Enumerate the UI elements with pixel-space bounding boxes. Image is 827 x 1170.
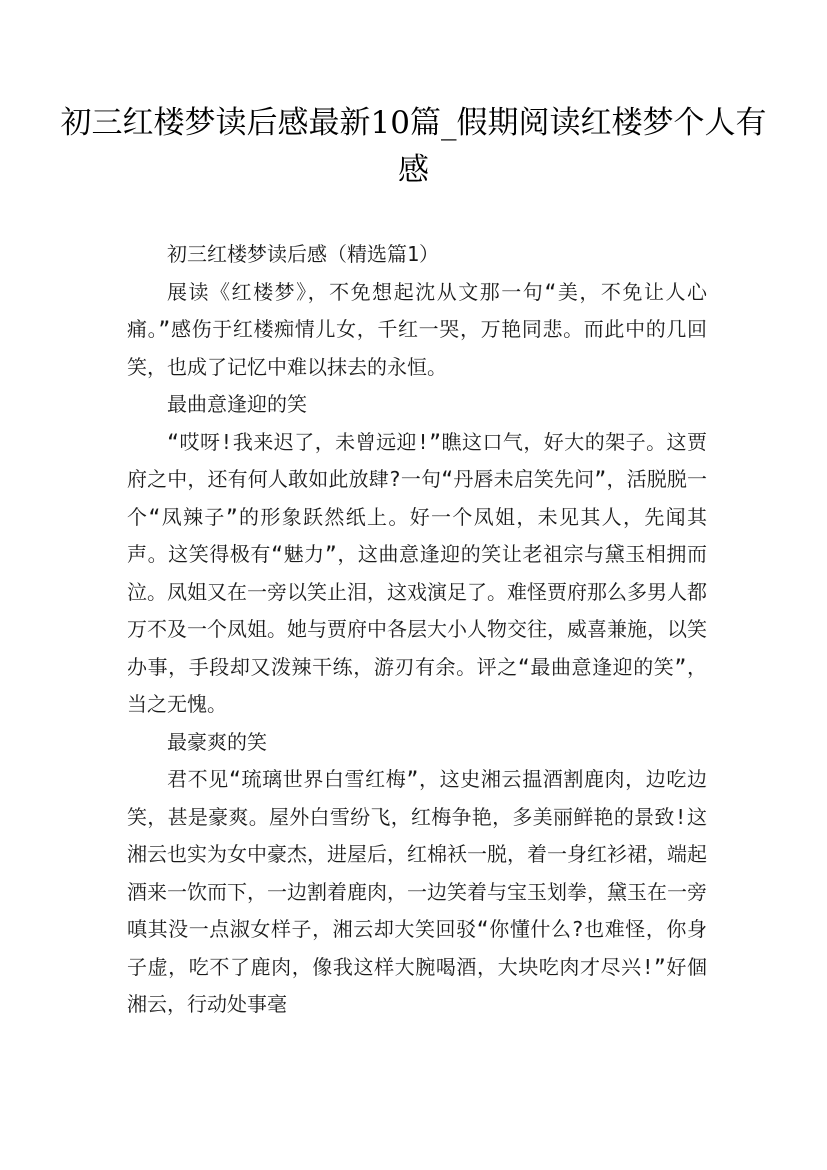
section-heading-1: 初三红楼梦读后感（精选篇1） bbox=[167, 242, 440, 266]
paragraph-1: 展读《红楼梦》，不免想起沈从文那一句“美，不免让人心痛。”感伤于红楼痴情儿女，千红一哭，万艳同悲。而此中的几回笑，也成了记忆中难以抹去的永恒。 bbox=[127, 279, 707, 379]
paragraph-2: “哎呀!我来迟了，未曾远迎!”瞧这口气，好大的架子。这贾府之中，还有何人敢如此放肆?一句“丹唇未启笑先问”，活脱脱一个“凤辣子”的形象跃然纸上。好一个凤姐，未见其人，先闻其声。这笑得极有“魅力”，这曲意逢迎的笑让老祖宗与黛玉相拥而泣。凤姐又在一旁以笑止泪，这戏演足了。难怪贾府那么多男人都万不及一个凤姐。她与贾府中各层大小人物交往，威喜兼施，以笑办事，手段却又泼辣干练，游刃有余。评之“最曲意逢迎的笑”，当之无愧。 bbox=[127, 429, 707, 716]
document-title: 初三红楼梦读后感最新10篇_假期阅读红楼梦个人有感 bbox=[60, 105, 767, 188]
document-body bbox=[127, 236, 707, 1024]
section-heading-3: 最豪爽的笑 bbox=[167, 729, 267, 754]
section-heading-2: 最曲意逢迎的笑 bbox=[167, 392, 307, 416]
paragraph-3: 君不见“琉璃世界白雪红梅”，这史湘云揾酒割鹿肉，边吃边笑，甚是豪爽。屋外白雪纷飞，红梅争艳，多美丽鲜艳的景致!这湘云也实为女中豪杰，进屋后，红棉袄一脱，着一身红衫裙，端起酒来一饮而下，一边割着鹿肉，一边笑着与宝玉划拳，黛玉在一旁嗔其没一点淑女样子，湘云却大笑回驳“你懂什么?也难怪，你身子虚，吃不了鹿肉，像我这样大腕喝酒，大块吃肉才尽兴!”好個湘云，行动处事毫 bbox=[127, 767, 707, 1016]
